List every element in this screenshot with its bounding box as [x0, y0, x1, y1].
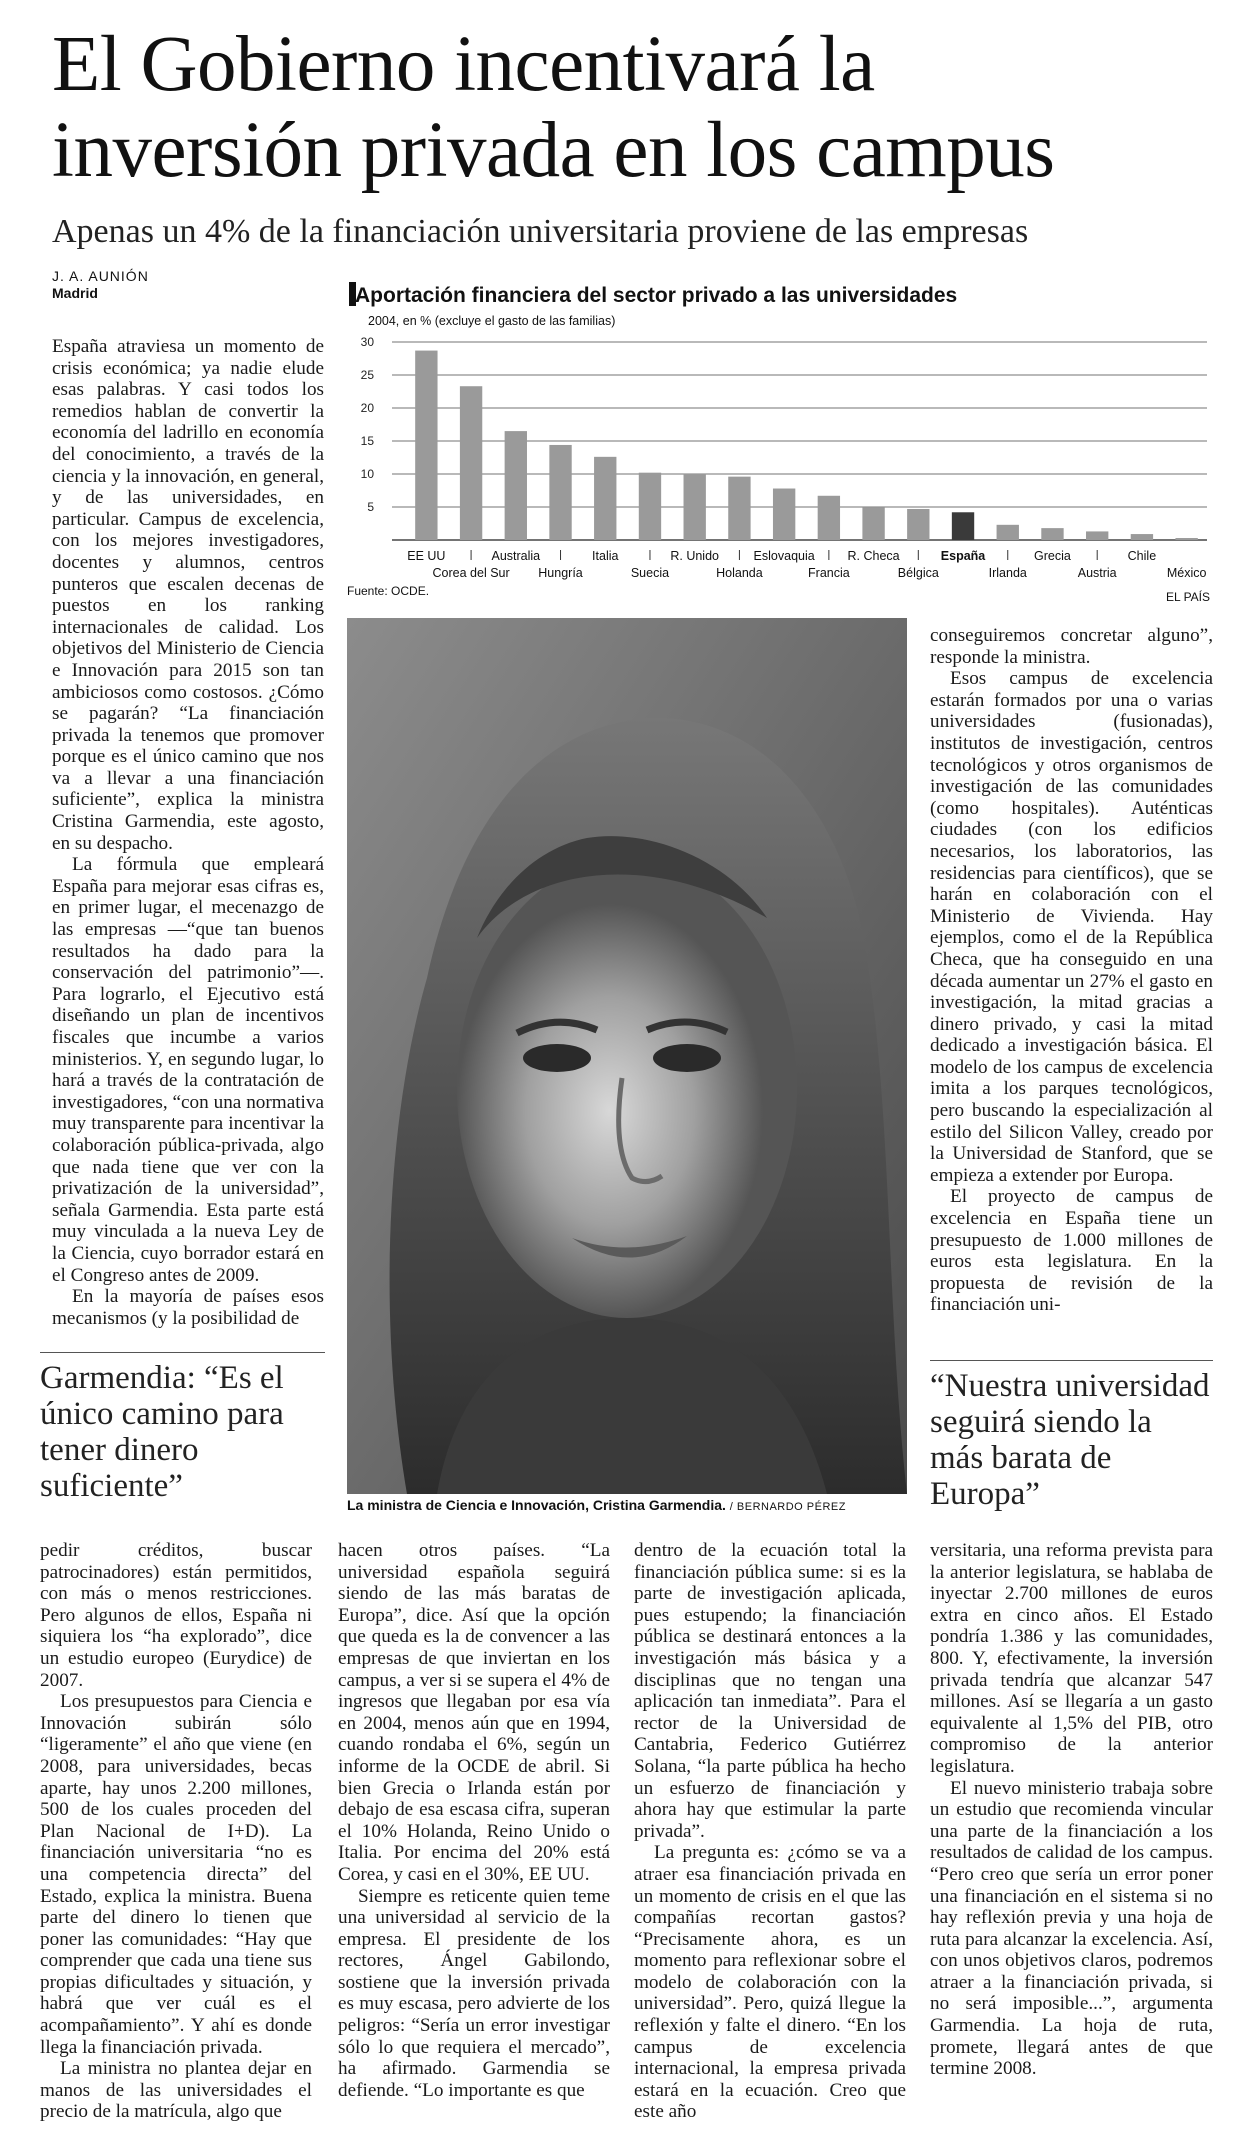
bar-holanda: [728, 477, 750, 540]
paragraph: Los presupuestos para Ciencia e Innovación subirán sólo “ligeramente” el año que viene (en 2008, para universidades, becas aparte, hay unos 2.200 millones, 500 de los cuales proceden del Plan Nacional de I+D). La financiación universitaria “no es una competencia directa” del Estado, explica la ministra. Buena parte del dinero lo tienen que poner las comunidades: “Hay que comprender que cada una tiene sus propias dificultades y situación, y habrá que ver cuál es el acompañamiento”. Y ahí es donde llega la financiación privada.: [40, 1691, 312, 2058]
photo-caption: [347, 1497, 907, 1513]
x-tick-label: R. Checa: [847, 549, 900, 563]
photo-cristina-garmendia: [347, 618, 907, 1494]
bar-b-lgica: [907, 509, 929, 540]
x-tick-label: R. Unido: [670, 549, 720, 563]
bar-italia: [594, 457, 616, 540]
chart-credit: EL PAÍS: [1166, 590, 1211, 604]
paragraph: dentro de la ecuación total la financiación pública sume: si es la parte de investigación aplicada, pues estupendo; la financiación pública se destinará entonces a la investigación más básica y a disciplinas que no tengan una aplicación tan inmediata”. Para el rector de la Universidad de Cantabria, Federico Gutiérrez Solana, “la parte pública ha hecho un esfuerzo de financiación y ahora hay que estimular la parte privada”.: [634, 1540, 906, 1842]
paragraph: El proyecto de campus de excelencia en España tiene un presupuesto de 1.000 millones de euros esta legislatura. En la propuesta de revisión de la financiación uni-: [930, 1186, 1213, 1316]
bar-chart: [347, 330, 1227, 580]
x-tick-label: Bélgica: [897, 566, 939, 580]
y-tick-label: 25: [360, 368, 374, 382]
paragraph: En la mayoría de países esos mecanismos (y la posibilidad de: [52, 1286, 324, 1329]
x-tick-label: España: [940, 549, 986, 563]
paragraph: conseguiremos concretar alguno”, responde la ministra.: [930, 625, 1213, 668]
bar-ee-uu: [415, 351, 437, 540]
pullquote-right: “Nuestra universidad seguirá siendo la más barata de Europa”: [930, 1368, 1210, 1512]
bar-hungr-a: [549, 445, 571, 540]
y-tick-label: 5: [367, 500, 374, 514]
paragraph: La fórmula que empleará España para mejorar esas cifras es, en primer lugar, el mecenazgo de las empresas —“que tan buenos resultados ha dado para la conservación del patrimonio”—. Para lograrlo, el Ejecutivo está diseñando un plan de incentivos fiscales que incumbe a varios ministerios. Y, en segundo lugar, lo hará a través de la contratación de investigadores, “con una normativa muy transparente para incentivar la colaboración pública-privada, algo que nada tiene que ver con la privatización de la universidad”, señala Garmendia. Esta parte está muy vinculada a la nueva Ley de la Ciencia, cuyo borrador estará en el Congreso antes de 2009.: [52, 854, 324, 1286]
bottom-column-3: [634, 1540, 906, 2123]
x-tick-label: Francia: [808, 566, 850, 580]
bar-corea-del-sur: [460, 386, 482, 540]
photo-credit: / BERNARDO PÉREZ: [729, 1501, 846, 1513]
x-tick-label: Corea del Sur: [432, 566, 510, 580]
x-tick-label: Grecia: [1034, 549, 1071, 563]
paragraph: El nuevo ministerio trabaja sobre un estudio que recomienda vincular una parte de la financiación a los resultados de calidad de los campus. “Pero creo que sería un error poner una financiación en el sistema si no hay reflexión previa y una hoja de ruta para alcanzar la excelencia. Así, con unos objetivos claros, podremos atraer a la financiación privada, si no será imposible...”, argumenta Garmendia. La hoja de ruta, promete, llegará antes de que termine 2008.: [930, 1777, 1213, 2080]
subheadline: Apenas un 4% de la financiación universitaria proviene de las empresas: [52, 213, 1029, 250]
x-tick-label: Italia: [592, 549, 619, 563]
chart-title: Aportación financiera del sector privado a las universidades: [355, 284, 958, 307]
paragraph: versitaria, una reforma prevista para la anterior legislatura, se hablaba de inyectar 2.700 millones de euros extra en cinco años. El Estado pondría 1.386 y las comunidades, 800. Y, efectivamente, la inversión privada tendría que alcanzar 547 millones. Así se llegaría a un gasto equivalente al 1,5% del PIB, otro compromiso de la anterior legislatura.: [930, 1540, 1213, 1777]
paragraph: La ministra no plantea dejar en manos de las universidades el precio de la matrícula, algo que: [40, 2058, 312, 2123]
paragraph: Esos campus de excelencia estarán formados por una o varias universidades (fusionadas), institutos de investigación, centros tecnológicos y otros organismos de investigación de las comunidades (como hospitales). Auténticas ciudades (con los edificios necesarios, los laboratorios, las residencias para científicos), que se harán en colaboración con el Ministerio de Vivienda. Hay ejemplos, como el de la República Checa, que ha conseguido en una década aumentar un 27% el gasto en investigación, la mitad gracias a dinero privado, y casi la mitad dedicado a investigación básica. El modelo de los campus de excelencia imita a los parques tecnológicos, pero buscando la especialización al estilo del Silicon Valley, creado por la Universidad de Stanford, que se empieza a extender por Europa.: [930, 668, 1213, 1186]
author: J. A. AUNIÓN: [52, 268, 149, 284]
x-tick-label: Chile: [1127, 549, 1157, 563]
bottom-column-1: [40, 1540, 312, 2123]
pullquote-left: Garmendia: “Es el único camino para tener dinero suficiente”: [40, 1360, 284, 1504]
chart-source: Fuente: OCDE.: [347, 584, 430, 598]
byline: [52, 268, 149, 302]
bar-grecia: [1041, 528, 1063, 540]
x-tick-label: Austria: [1077, 566, 1117, 580]
headline: [52, 22, 1222, 194]
pullquote-rule: [930, 1360, 1213, 1361]
x-tick-label: Australia: [491, 549, 541, 563]
x-tick-label: Irlanda: [988, 566, 1027, 580]
paragraph: pedir créditos, buscar patrocinadores) están permitidos, con más o menos restricciones. Pero algunos de ellos, España ni siquiera los “ha explorado”, dice un estudio europeo (Eurydice) de 2007.: [40, 1540, 312, 1691]
x-tick-label: Holanda: [716, 566, 763, 580]
portrait-image: [347, 618, 907, 1494]
paragraph: hacen otros países. “La universidad española seguirá siendo de las más baratas de Europa”, dice. Así que la opción que queda es la de convencer a las empresas de que inviertan en los campus, a ver si se supera el 4% de ingresos que llegaban por esa vía en 2004, menos aún que en 1994, cuando rondaba el 6%, según un informe de la OCDE de abril. Si bien Grecia o Irlanda están por debajo de esa escasa cifra, superan el 10% Holanda, Reino Unido o Italia. Por encima del 20% está Corea, y casi en el 30%, EE UU.: [338, 1540, 610, 1885]
y-tick-label: 20: [360, 401, 374, 415]
chart-subtitle: 2004, en % (excluye el gasto de las familias): [368, 314, 616, 328]
bottom-column-4: [930, 1540, 1213, 2080]
bar-r-checa: [862, 508, 884, 540]
bar-m-xico: [1175, 538, 1197, 540]
y-tick-label: 15: [360, 434, 374, 448]
caption-text: La ministra de Ciencia e Innovación, Cristina Garmendia.: [347, 1497, 726, 1513]
x-tick-label: Eslovaquia: [753, 549, 815, 563]
location: Madrid: [52, 285, 98, 301]
pullquote-rule: [40, 1352, 325, 1353]
column-1-text: [52, 336, 324, 1329]
paragraph: Siempre es reticente quien teme una universidad al servicio de la empresa. El presidente de los rectores, Ángel Gabilondo, sostiene que la inversión privada es muy escasa, pero advierte de los peligros: “Sería un error investigar sólo lo que requiera el mercado”, ha afirmado. Garmendia se defiende. “Lo importante es que: [338, 1885, 610, 2101]
paragraph: La pregunta es: ¿cómo se va a atraer esa financiación privada en un momento de crisis en el que las compañías recortan gastos? “Precisamente ahora, es un momento para reflexionar sobre el modelo de colaboración con la universidad”. Pero, quizá llegue la reflexión y falte el dinero. “En los campus de excelencia internacional, la empresa privada estará en la ecuación. Creo que este año: [634, 1842, 906, 2123]
bar-eslovaquia: [773, 489, 795, 540]
y-tick-label: 10: [360, 467, 374, 481]
x-tick-label: Hungría: [538, 566, 583, 580]
bar-r-unido: [684, 473, 706, 540]
headline-line-1: El Gobierno incentivará la: [52, 21, 875, 108]
paragraph: España atraviesa un momento de crisis económica; ya nadie elude esas palabras. Y casi todos los remedios hablan de convertir la economía del ladrillo en economía del conocimiento, a través de la ciencia y la innovación, en general, y de las universidades, en particular. Campus de excelencia, con los mejores investigadores, docentes y alumnos, centros punteros que escalen decenas de puestos en los ranking internacionales de calidad. Los objetivos del Ministerio de Ciencia e Innovación para 2015 son tan ambiciosos como costosos. ¿Cómo se pagarán? “La financiación privada la tenemos que promover porque es el único camino que nos va a llevar a una financiación suficiente”, explica la ministra Cristina Garmendia, este agosto, en su despacho.: [52, 336, 324, 854]
bar-austria: [1086, 531, 1108, 540]
bar-suecia: [639, 473, 661, 540]
bar-australia: [505, 431, 527, 540]
headline-line-2: inversión privada en los campus: [52, 107, 1055, 194]
x-tick-label: México: [1166, 566, 1207, 580]
bottom-column-2: [338, 1540, 610, 2101]
x-tick-label: EE UU: [407, 549, 446, 563]
y-tick-label: 30: [360, 335, 374, 349]
column-4-text: [930, 625, 1213, 1316]
x-tick-label: Suecia: [630, 566, 670, 580]
bar-espa-a: [952, 512, 974, 540]
bar-chile: [1131, 534, 1153, 540]
bar-irlanda: [997, 525, 1019, 540]
bar-francia: [818, 496, 840, 540]
